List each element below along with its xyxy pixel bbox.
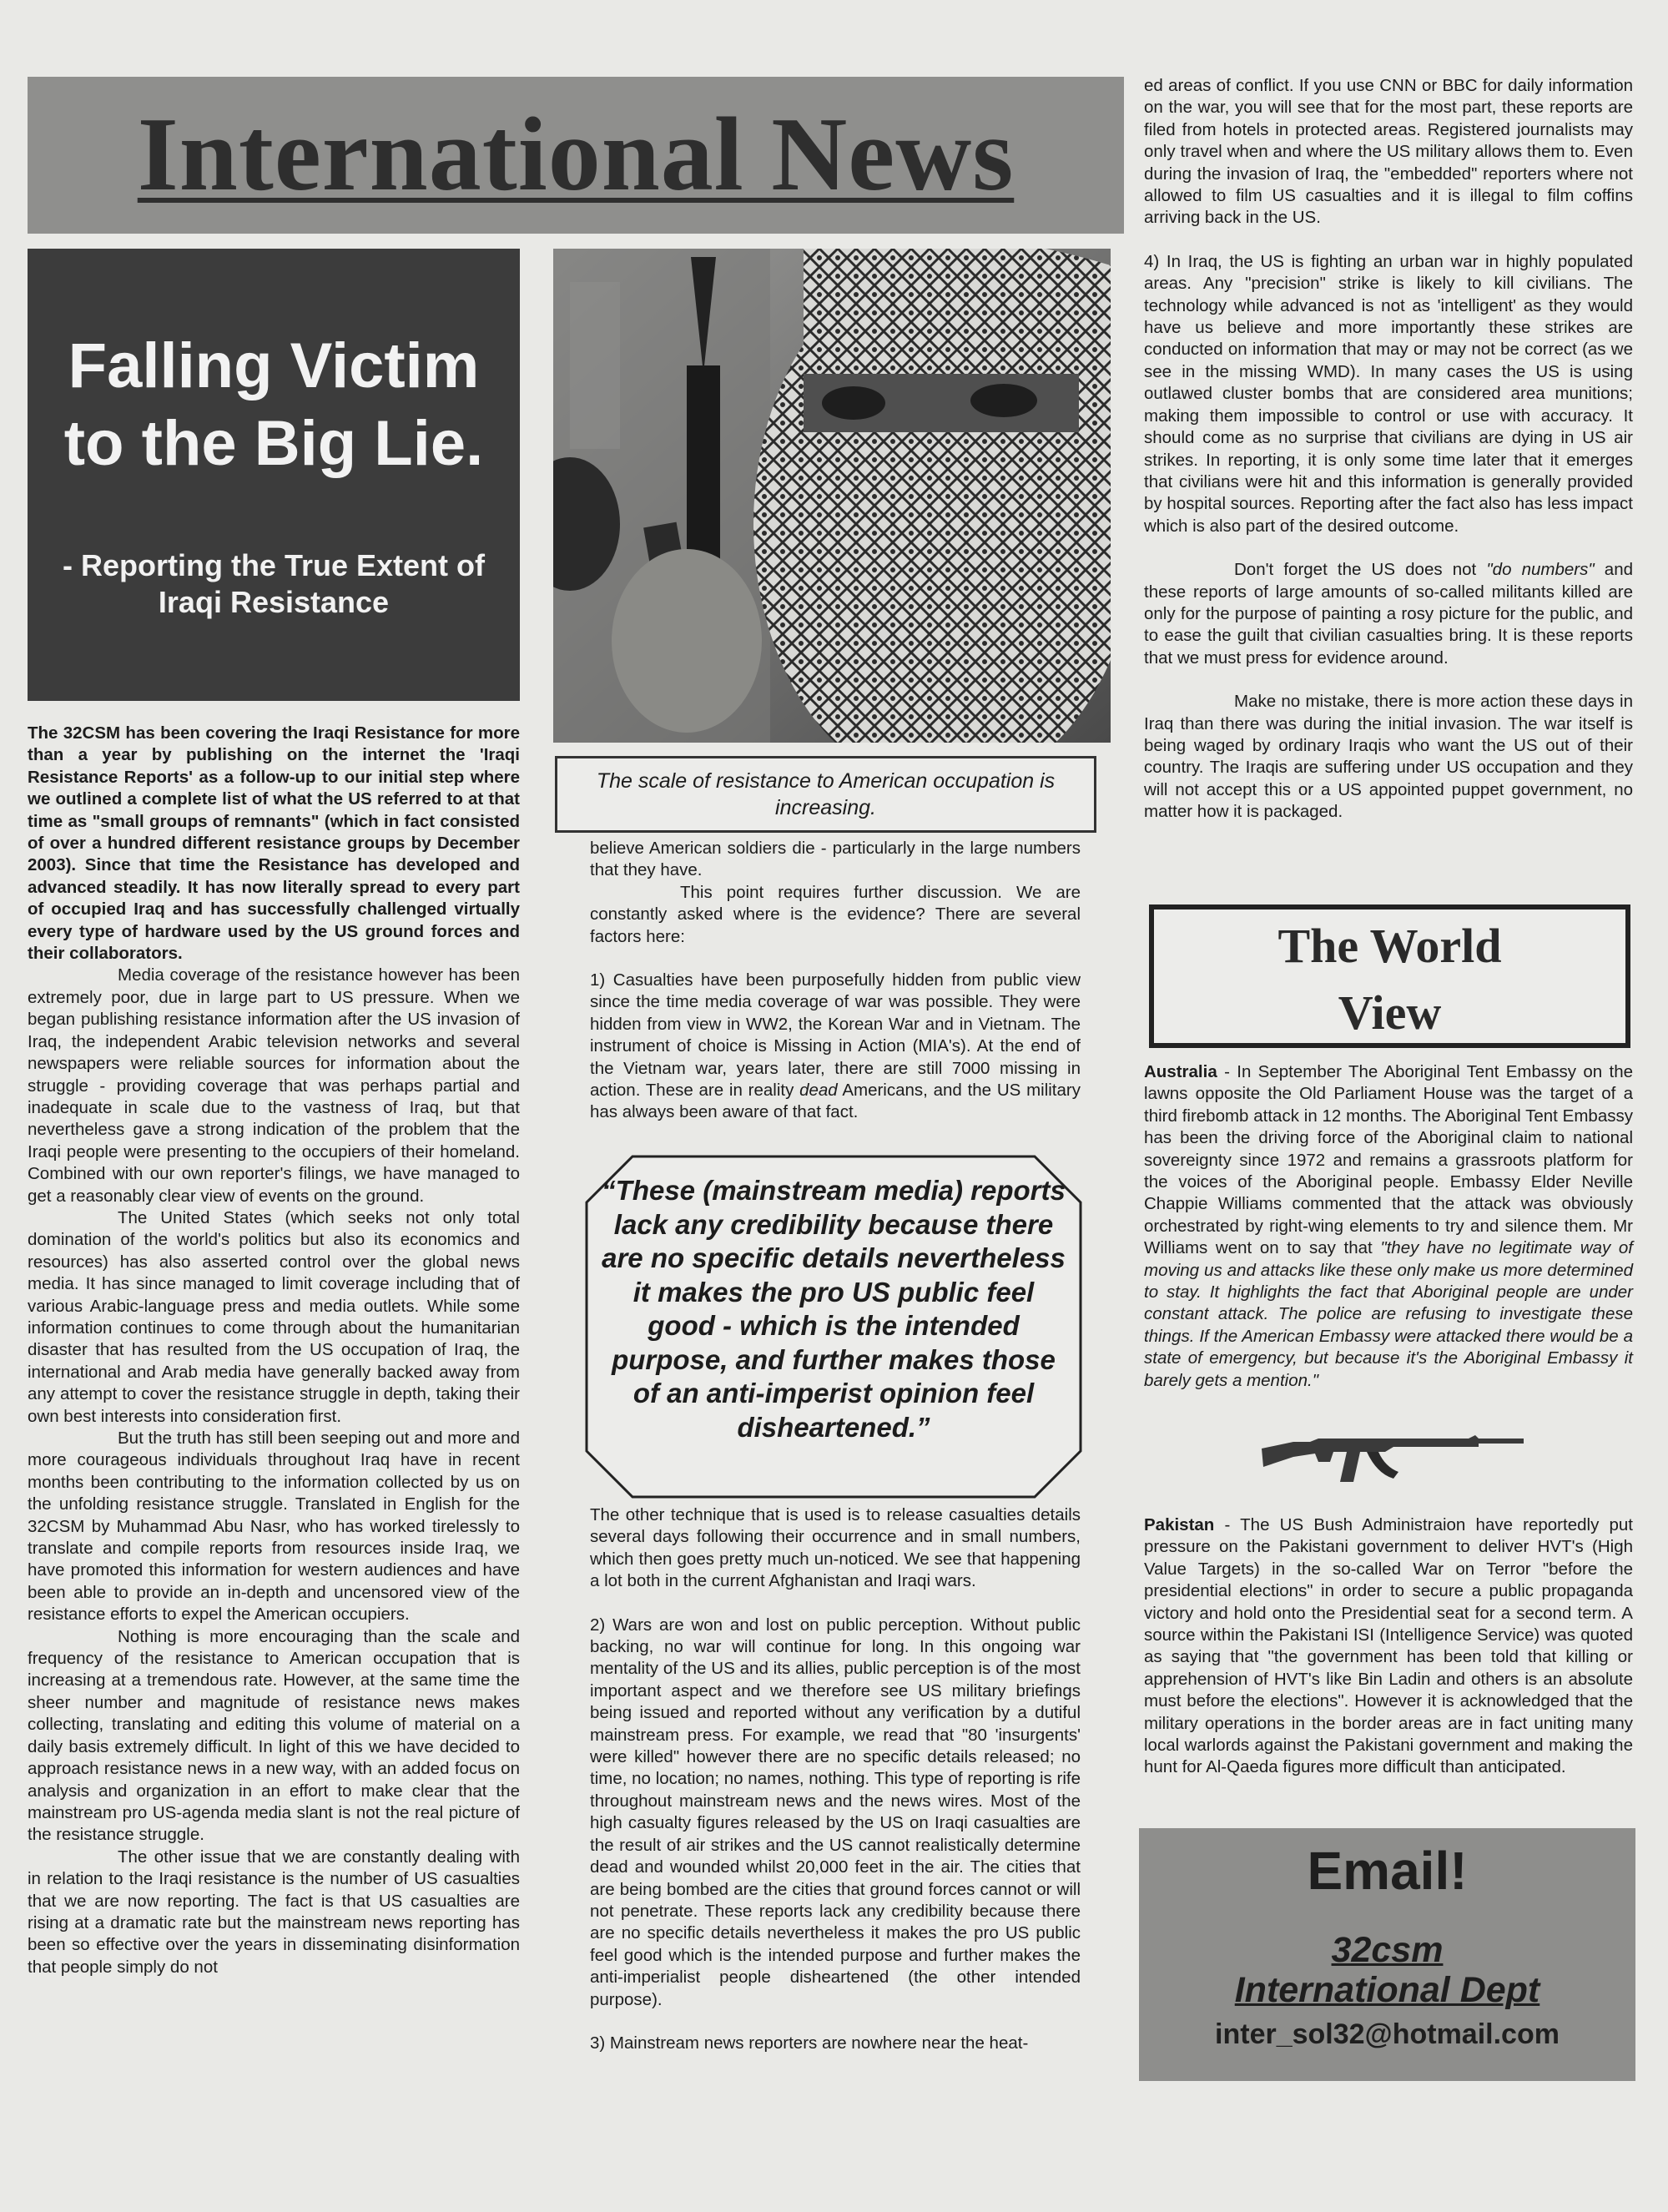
article-paragraph: believe American soldiers die - particularly in the large numbers that they have. (590, 839, 1081, 880)
world-view-header (1149, 904, 1630, 1048)
masthead-banner (28, 77, 1124, 234)
australia-label: Australia (1144, 1062, 1217, 1081)
headline-box (28, 249, 520, 701)
email-contact-box (1139, 1828, 1635, 2081)
article-column-2 (590, 838, 1081, 1124)
lead-paragraph: The 32CSM has been covering the Iraqi Resistance for more than a year by publishing on the internet the 'Iraqi Resistance Reports' as a follow-up to our initial step where we outlined a complete list of what the US referred to at that time as "small groups of remnants" (which in fact consisted of over a hundred different resistance groups by December 2003). Since that time the Resistance has developed and advanced steadily. It has now literally spread to every part of occupied Iraq and has successfully challenged virtually every type of hardware used by the US ground forces and their collaborators. (28, 723, 520, 964)
photo-caption: The scale of resistance to American occupation is increasing. (555, 756, 1096, 833)
world-view-australia (1144, 1061, 1633, 1392)
article-paragraph: The United States (which seeks not only total domination of the world's politics but also its economics and resources) has also asserted control over the global news media. It has since managed to limit coverage including that of various Arabic-language press and media outlets. While some information continues to come through about the humanitarian disaster that has resulted from the US occupation of Iraq, the international and Arab media have generally backed away from any attempt to cover the resistance struggle in depth, taking their own best interests into consideration first. (28, 1207, 520, 1426)
article-paragraph: 3) Mainstream news reporters are nowhere near the heat- (590, 2033, 1029, 2053)
email-title: Email! (1307, 1841, 1468, 1901)
rifle-illustration (1260, 1423, 1527, 1487)
pakistan-label: Pakistan (1144, 1515, 1215, 1534)
headline-main-line2: to the Big Lie. (63, 407, 484, 479)
world-view-title (1154, 913, 1625, 1046)
masthead-title: International News (137, 97, 1015, 213)
rifle-icon (1260, 1423, 1527, 1487)
headline-sub-line1: - Reporting the True Extent of (62, 548, 485, 582)
article-paragraph: Media coverage of the resistance however has been extremely poor, due in large part to US pressure. When we began publishing resistance information after the US invasion of Iraq, the independent Arabic television networks and several newspapers were reliable sources for information about the struggle - providing coverage that was perhaps partial and inadequate in scale due to the vastness of Iraq, but that nevertheless gave a strong indication of the problem that the Iraqi people were presenting to the occupiers of their homeland. Combined with our own reporter's filings, we have managed to get a reasonably clear view of events on the ground. (28, 965, 520, 1206)
news-photo (553, 249, 1111, 743)
australia-quote: "they have no legitimate way of moving us and attacks like these only make us more determined to stay. It highlights the fact that Aboriginal people are under constant attack. The police are refusing to investigate these things. If the American Embassy were attacked there would be a state of emergency, but because it's the Aboriginal Embassy it barely gets a mention." (1144, 1238, 1634, 1390)
photo-fighter-in-keffiyeh (553, 249, 1111, 743)
article-paragraph: But the truth has still been seeping out and more and more courageous individuals throughout Iraq have in recent months been contributing to the information collected by us on the unfolding resistance struggle. Translated in English for the 32CSM by Muhammad Abu Nasr, who has worked tirelessly to translate and compile reports from resources inside Iraq, we have promoted this information for western audiences and have been able to provide an in-depth and uncensored view of the resistance efforts to expel the American occupiers. (28, 1428, 520, 1625)
email-department-line2: International Dept (1234, 1970, 1540, 2010)
pull-quote (584, 1154, 1083, 1499)
world-view-title-line1: The World (1277, 919, 1502, 973)
world-view-pakistan (1144, 1514, 1633, 1779)
article-paragraph: Don't forget the US does not "do numbers" and these reports of large amounts of so-called militants killed are only for the purpose of painting a rosy picture for the public, and to ease the guilt that civilian casualties bring. It is these reports that we must press for evidence around. (1144, 560, 1633, 668)
article-paragraph: The other issue that we are constantly dealing with in relation to the Iraqi resistance is the number of US casualties that we are now reporting. The fact is that US casualties are rising at a dramatic rate but the mainstream news reporting has been so effective over the years in disseminating disinformation that people simply do not (28, 1847, 520, 1977)
article-paragraph: Make no mistake, there is more action these days in Iraq than there was during the initial invasion. The war itself is being waged by ordinary Iraqis who want the US out of their country. The Iraqis are suffering under US occupation and they will not accept this or a US appointed puppet government, no matter how it is packaged. (1144, 692, 1633, 822)
article-paragraph: This point requires further discussion. We are constantly asked where is the evidence? There are several factors here: (590, 882, 1081, 946)
article-column-2-continued (590, 1504, 1081, 2054)
pakistan-text: - The US Bush Administraion have reportedly put pressure on the Pakistani government to deliver HVT's (High Value Targets) in the so-called War on Terror "before the presidential elections" in order to secure a public propaganda victory and hold onto the Presidential seat for a second term. A source within the Pakistani ISI (Intelligence Service) was quoted as saying that "the government has been told that killing or apprehension of HVT's like Bin Ladin and others is an absolute must before the elections". However it is acknowledged that the military operations in the border areas are in fact uniting many local warlords against the Pakistani government and making the hunt for Al-Qaeda figures more difficult than anticipated. (1144, 1515, 1633, 1777)
article-column-1 (28, 723, 520, 1978)
article-paragraph-casualties: 1) Casualties have been purposefully hidden from public view since the time media coverage of war was possible. They were hidden from view in WW2, the Korean War and in Vietnam. The instrument of choice is Missing in Action (MIA's). At the end of the Vietnam war, years later, there are still 7000 missing in action. These are in reality dead Americans, and the US military has always been aware of that fact. (590, 970, 1081, 1122)
headline-subtitle (28, 547, 520, 621)
australia-text: - In September The Aboriginal Tent Embassy on the lawns opposite the Old Parliament House was the target of a third firebomb attack in 12 months. The Aboriginal Tent Embassy has been the driving force of the Aboriginal claim to national sovereignty since 1972 and remains a grassroots platform for the voices of the Aboriginal people. Embassy Elder Neville Chappie Williams commented that the attack was obviously orchestrated by right-wing elements to try and silence them. Mr Williams went on to say that (1144, 1062, 1633, 1258)
headline-main-line1: Falling Victim (68, 330, 480, 401)
article-paragraph: 2) Wars are won and lost on public perception. Without public backing, no war will continue for long. In this ongoing war mentality of the US and its allies, public perception is of the most important aspect and we therefore see US military briefings being issued and reported without any verification by a dutiful mainstream press. For example, we read that "80 'insurgents' were killed" however there are no specific details released; no time, no location; no names, nothing. This type of reporting is rife throughout mainstream news and the news wires. Most of the high casualty figures released by the US on Iraqi casualties are the result of air strikes and the US cannot realistically determine dead and wounded whilst 20,000 feet in the air. The cities that are being bombed are the cities that ground forces cannot or will not penetrate. These reports lack any credibility because there are no specific details nevertheless it makes the pro US public feel good which is the intended purpose and further makes the anti-imperialist people disheartened (the other intended purpose). (590, 1615, 1081, 2009)
pull-quote-text: “These (mainstream media) reports lack any credibility because there are no specific details nevertheless it makes the pro US public feel good - which is the intended purpose, and further makes those of an anti-imperist opinion feel disheartened.” (602, 1175, 1066, 1443)
email-department (1139, 1930, 1635, 2010)
email-address[interactable]: inter_sol32@hotmail.com (1215, 2018, 1560, 2050)
article-paragraph: The other technique that is used is to release casualties details several days following their occurrence and in small numbers, which then goes pretty much un-noticed. We see that happening a lot both in the current Afghanistan and Iraqi wars. (590, 1505, 1081, 1591)
world-view-title-line2: View (1338, 985, 1442, 1040)
article-paragraph: 4) In Iraq, the US is fighting an urban war in highly populated areas. Any "precision" strike is likely to kill civilians. The technology while advanced is not as 'intelligent' as they would have us believe and more importantly these strikes are conducted on information that may or may not be correct (as we see in the missing WMD). In many cases the US is using outlawed cluster bombs that are considered area munitions; making them impossible to control or use with accuracy. It should come as no surprise that civilians are dying in US air strikes. In reporting, it is only some time later that it emerges that civilians were hit and this information is generally provided by hospital sources. Reporting after the fact also has less impact which is also part of the desired outcome. (1144, 251, 1633, 536)
headline-sub-line2: Iraqi Resistance (158, 584, 390, 619)
email-department-line1: 32csm (1331, 1930, 1444, 1970)
article-paragraph: ed areas of conflict. If you use CNN or BBC for daily information on the war, you will see that for the most part, these reports are filed from hotels in protected areas. Registered journalists may only travel when and where the US military allows them to. Even during the invasion of Iraq, the "embedded" reporters where not allowed to film US casualties and it is illegal to film coffins arriving back in the US. (1144, 76, 1633, 228)
article-paragraph: Nothing is more encouraging than the scale and frequency of the resistance to American occupation that is increasing at a tremendous rate. However, at the same time the sheer number and magnitude of resistance news makes collecting, translating and editing this volume of material on a daily basis extremely difficult. In light of this we have decided to approach resistance news in a new way, with an added focus on analysis and organization in an effort to make clear that the mainstream pro US-agenda media slant is not the real picture of the resistance struggle. (28, 1626, 520, 1845)
headline-main (28, 328, 520, 482)
article-column-3 (1144, 75, 1633, 824)
